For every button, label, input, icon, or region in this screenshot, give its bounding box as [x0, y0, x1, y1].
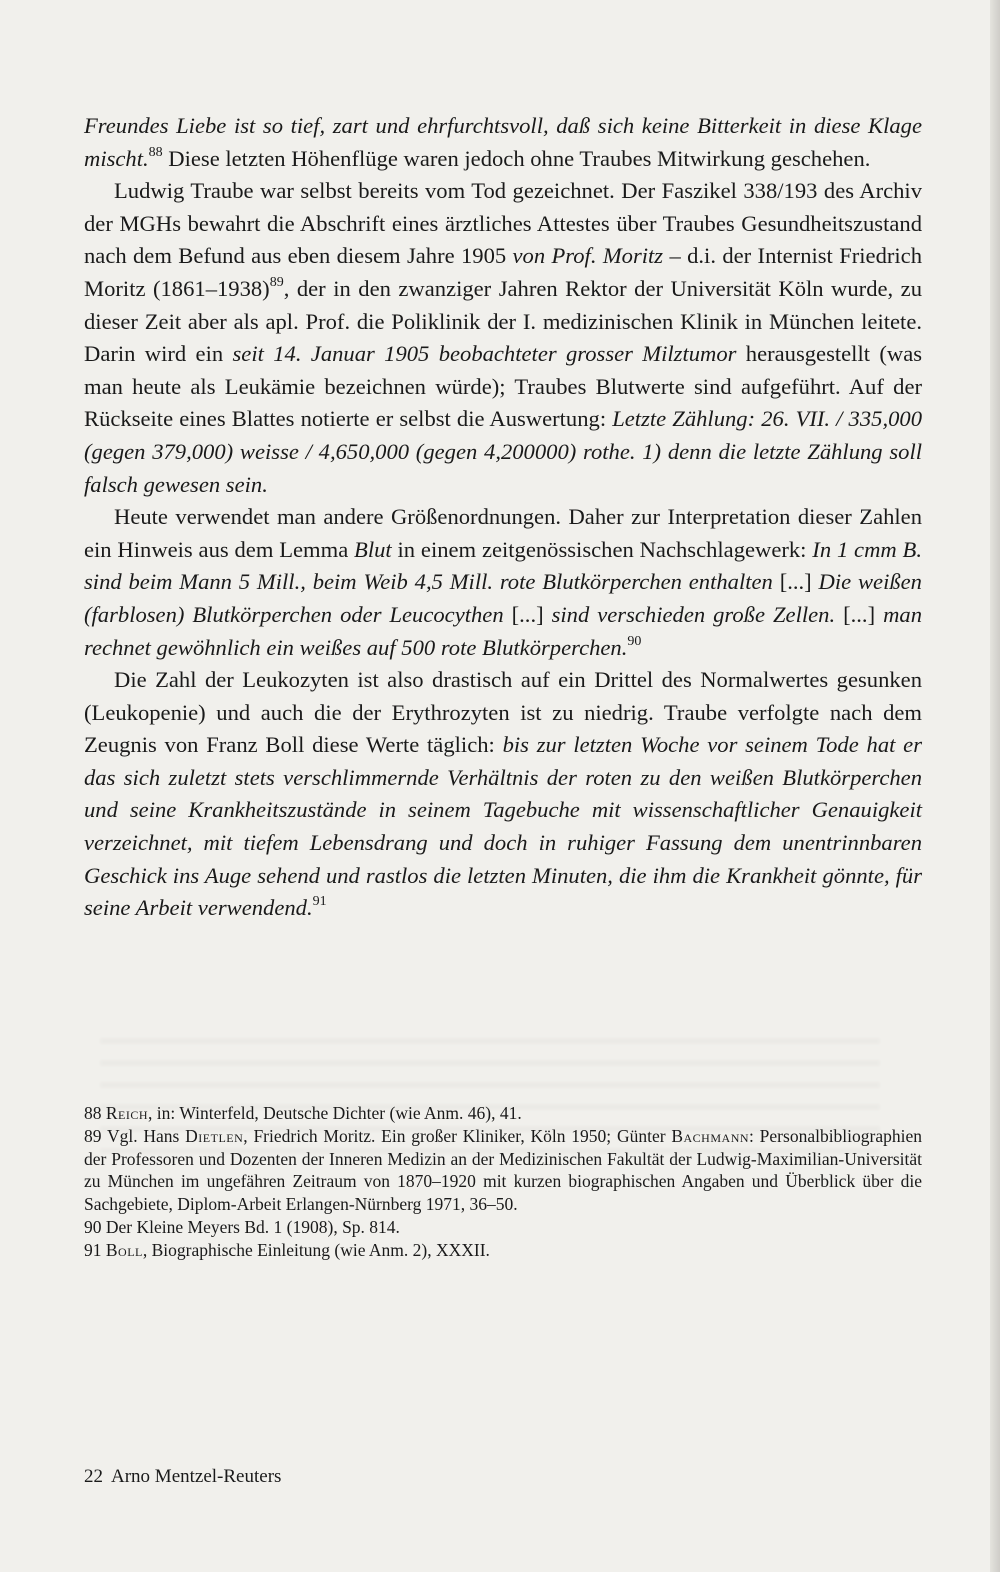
- footnote-ref-90[interactable]: 90: [627, 633, 642, 649]
- footnote-89: [84, 1125, 922, 1216]
- paragraph-2: [84, 175, 922, 501]
- ellipsis: [...]: [503, 601, 552, 627]
- footnote-number: 88: [84, 1103, 102, 1123]
- quote-italic: von Prof. Moritz: [512, 243, 664, 269]
- text-run: , der in den zwanziger Jahren Rektor der Universität Köln wurde, zu dieser Zeit aber als apl. Prof. die Poliklinik der I. medizinischen Klinik in München leitete. Darin wird ein: [84, 275, 922, 367]
- quote-italic: Freundes Liebe ist so tief, zart und ehrfurchtsvoll, daß sich keine Bitterkeit in diese Klage mischt.: [84, 113, 922, 171]
- quote-italic: In 1 cmm B. sind beim Mann 5 Mill., beim Weib 4,5 Mill. rote Blutkörperchen enthalten: [84, 536, 922, 595]
- ellipsis: [...]: [772, 569, 819, 595]
- footnote-ref-88[interactable]: 88: [148, 144, 163, 160]
- text-run: Heute verwendet man andere Größenordnungen. Daher zur Interpretation dieser Zahlen ein Hinweis aus dem Lemma: [84, 504, 922, 562]
- footnote-author: Reich: [105, 1103, 149, 1123]
- footnote-author: Bachmann: [671, 1125, 750, 1146]
- footnote-text: : Personalbibliographien der Professoren und Dozenten der Inneren Medizin an der Medizinischen Fakultät der Ludwig-Maximilian-Universität zu München im ungefähren Zeitraum von 1870–1920 mit kurzen biographischen Angaben und Überblick über die Sachgebiete, Diplom-Arbeit Erlangen-Nürnberg 1971, 36–50.: [84, 1125, 923, 1215]
- footnote-ref-91[interactable]: 91: [312, 894, 327, 910]
- quote-italic: sind verschieden große Zellen.: [551, 601, 836, 627]
- text-run: Diese letzten Höhenflüge waren jedoch ohne Traubes Mitwirkung geschehen.: [162, 145, 871, 171]
- footnote-text: , Friedrich Moritz. Ein großer Kliniker, Köln 1950; Günter: [243, 1125, 672, 1146]
- quote-italic: seit 14. Januar 1905 beobachteter grosser Milztumor: [232, 341, 737, 367]
- text-run: herausgestellt (was man heute als Leukämie bezeichnen würde); Traubes Blutwerte sind aufgeführt. Auf der Rückseite eines Blattes notierte er selbst die Auswertung:: [84, 341, 923, 432]
- page-number: 22: [84, 1466, 103, 1487]
- footnote-91: [84, 1239, 922, 1262]
- page-edge: [990, 0, 1000, 1572]
- footnote-text: , in: Winterfeld, Deutsche Dichter (wie Anm. 46), 41.: [148, 1103, 522, 1123]
- quote-italic: bis zur letzten Woche vor seinem Tode hat er das sich zuletzt stets verschlimmernde Verhältnis der roten zu den weißen Blutkörperchen und seine Krankheitszustände in seinem Tagebuche mit wissenschaftlicher Genauigkeit verzeichnet, mit tiefem Lebensdrang und doch in ruhiger Fassung dem unentrinnbaren Geschick ins Auge sehend und rastlos die letzten Minuten, die ihm die Krankheit gönnte, für seine Arbeit verwendend.: [84, 732, 922, 921]
- footnote-author: Dietlen: [185, 1125, 244, 1146]
- paragraph-1: [84, 110, 922, 175]
- text-run: – d.i. der Internist Friedrich Moritz (1861–1938): [84, 243, 923, 301]
- text-run: Die Zahl der Leukozyten ist also drastisch auf ein Drittel des Normalwertes gesunken (Leukopenie) und auch die der Erythrozyten ist zu niedrig. Traube verfolgte nach dem Zeugnis von Franz Boll diese Werte täglich:: [84, 667, 922, 758]
- quote-italic: man rechnet gewöhnlich ein weißes auf 500 rote Blutkörperchen.: [84, 601, 923, 660]
- text-run: in einem zeitgenössischen Nachschlagewerk:: [391, 536, 813, 562]
- footnote-text: , Biographische Einleitung (wie Anm. 2), XXXII.: [142, 1239, 490, 1260]
- footnote-number: 90: [84, 1216, 102, 1237]
- running-author: Arno Mentzel-Reuters: [111, 1466, 282, 1487]
- footnote-author: Boll: [105, 1239, 143, 1260]
- footnote-text: Vgl. Hans: [106, 1125, 186, 1146]
- quote-italic: Letzte Zählung: 26. VII. / 335,000 (gegen 379,000) weisse / 4,650,000 (gegen 4,200000) rothe. 1) denn die letzte Zählung soll falsch gewesen sein.: [84, 406, 922, 497]
- quote-italic: Die weißen (farblosen) Blutkörperchen oder Leucocythen: [84, 569, 922, 627]
- text-run: Ludwig Traube war selbst bereits vom Tod gezeichnet. Der Faszikel 338/193 des Archiv der MGHs bewahrt die Abschrift eines ärztliches Attestes über Traubes Gesundheitszustand nach dem Befund aus eben diesem Jahre 1905: [84, 178, 922, 269]
- paragraph-4: [84, 664, 922, 925]
- footnote-90: [84, 1216, 922, 1239]
- footnote-number: 89: [84, 1125, 102, 1146]
- footnote-ref-89[interactable]: 89: [269, 274, 284, 290]
- quote-italic: Blut: [354, 536, 392, 562]
- footnote-88: [84, 1102, 922, 1125]
- footnote-number: 91: [84, 1239, 102, 1260]
- ellipsis: [...]: [835, 601, 884, 627]
- footnotes: [84, 1102, 922, 1262]
- footnote-text: Der Kleine Meyers Bd. 1 (1908), Sp. 814.: [105, 1216, 400, 1237]
- running-footer: [84, 1466, 281, 1488]
- body-text: [84, 110, 922, 925]
- paragraph-3: [84, 501, 922, 664]
